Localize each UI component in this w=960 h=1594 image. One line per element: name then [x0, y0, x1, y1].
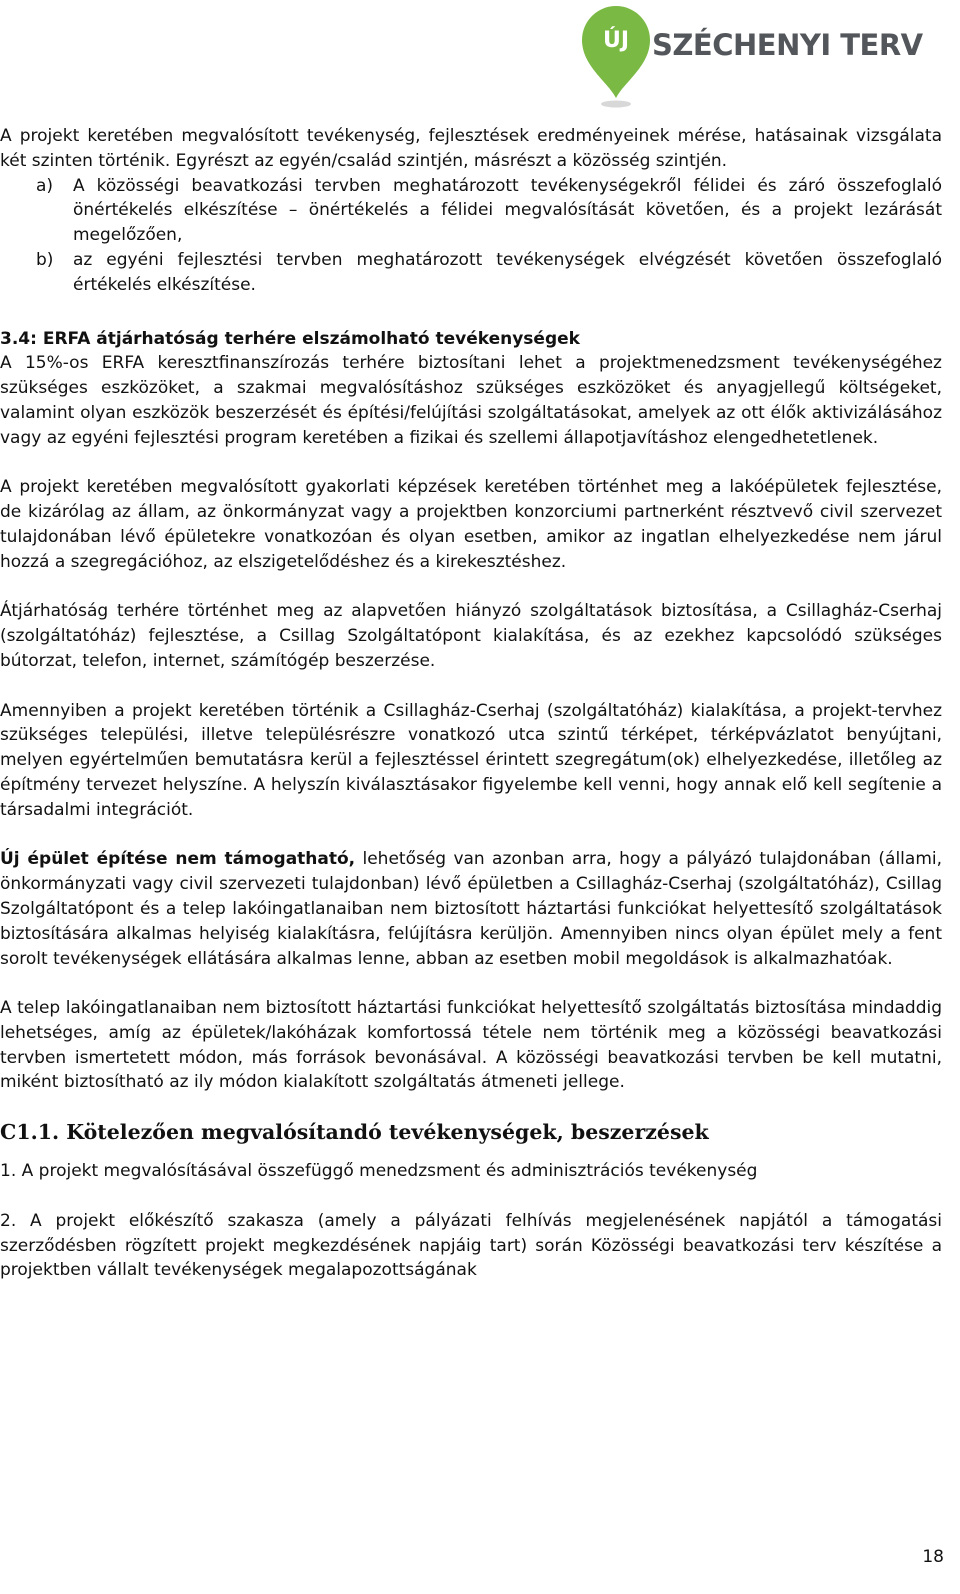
document-body: [0, 124, 942, 1283]
list-marker: a): [36, 175, 54, 196]
evaluation-list: [0, 174, 942, 298]
section-heading-c1-1: C1.1. Kötelezően megvalósítandó tevékenységek, beszerzések: [0, 1120, 709, 1145]
paragraph-service-house: Amennyiben a projekt keretében történik a Csillagház-Cserhaj (szolgáltatóház) kialakítása, a projekt-tervhez szükséges települési, illetve településrészre vonatkozó utca szintű térképet, térképvázlatot benyújtani, melyen egyértelműen bemutatásra kerül a fejlesztéssel érintett szegregátum(ok) elhelyezkedése, illetőleg az építmény tervezet helyszíne. A helyszín kiválasztásakor figyelembe kell venni, hogy annak elő kell segítenie a társadalmi integrációt.: [0, 700, 942, 820]
section-heading-3-4: 3.4: ERFA átjárhatóság terhére elszámolható tevékenységek: [0, 328, 580, 349]
numbered-item-2: 2. A projekt előkészítő szakasza (amely a pályázati felhívás megjelenésének napjától a támogatási szerződésben rögzített projekt megkezdésének napjáig tart) során Közösségi beavatkozási terv készítése a projektben vállalt tevékenységek megalapozottságának: [0, 1210, 942, 1281]
page-number: 18: [922, 1547, 944, 1567]
paragraph-services: Átjárhatóság terhére történhet meg az alapvetően hiányzó szolgáltatások biztosítása, a Csillagház-Cserhaj (szolgáltatóház) fejlesztése, a Csillag Szolgáltatópont kialakítása, és az ezekhez kapcsolódó szükséges bútorzat, telefon, internet, számítógép beszerzése.: [0, 601, 942, 671]
list-item: [36, 174, 942, 248]
paragraph-new-building: [0, 847, 942, 971]
paragraph-erfa: A 15%-os ERFA keresztfinanszírozás terhére biztosítani lehet a projektmenedzsment tevékenységéhez szükséges eszközöket, a szakmai megvalósításhoz szükséges eszközöket és anyagjellegű költségeket, valamint olyan eszközök beszerzését és építési/felújítási szolgáltatásokat, amelyek az ott élők aktivizálásához vagy az egyéni fejlesztési program keretében a fizikai és szellemi állapotjavításhoz elengedhetetlenek.: [0, 353, 942, 448]
list-item: [36, 248, 942, 298]
intro-paragraph: A projekt keretében megvalósított tevékenység, fejlesztések eredményeinek mérése, hatásainak vizsgálata két szinten történik. Egyrészt az egyén/család szintjén, másrészt a közösség szintjén.: [0, 126, 942, 171]
numbered-item-1: 1. A projekt megvalósításával összefüggő menedzsment és adminisztrációs tevékenység: [0, 1161, 758, 1182]
new-building-rest: lehetőség van azonban arra, hogy a pályázó tulajdonában (állami, önkormányzati vagy civil szervezeti tulajdonban) lévő épületben a Csillagház-Cserhaj (szolgáltatóház), Csillag Szolgáltatópont és a telep lakóingatlanaiban nem biztosított háztartási funkciókat helyettesítő szolgáltatások biztosítására alkalmas helyiség kialakításra, felújításra kerüljön. Amennyiben nincs olyan épület mely a fent sorolt tevékenységek ellátására alkalmas lenne, abban az esetben mobil megoldások is alkalmazhatóak.: [0, 849, 943, 969]
list-item-text: az egyéni fejlesztési tervben meghatározott tevékenységek elvégzését követően összefoglaló értékelés elkészítése.: [73, 249, 942, 295]
logo-title: SZÉCHENYI TERV: [652, 28, 923, 62]
paragraph-household-functions: A telep lakóingatlanaiban nem biztosított háztartási funkciókat helyettesítő szolgáltatás biztosítása mindaddig lehetséges, amíg az épületek/lakóházak komfortossá tétele nem történik meg a közösségi beavatkozási tervben ismertetett módon, más források bevonásával. A közösségi beavatkozási tervben be kell mutatni, miként biztosítható az ily módon kialakított szolgáltatás átmeneti jellege.: [0, 998, 942, 1093]
logo-uj-text: ÚJ: [602, 28, 630, 53]
szechenyi-terv-logo: [580, 6, 923, 110]
paragraph-trainings: A projekt keretében megvalósított gyakorlati képzések keretében történhet meg a lakóépületek fejlesztése, de kizárólag az állam, az önkormányzat vagy a projektben konzorciumi partnerként résztvevő civil szervezet tulajdonában lévő épületekre vonatkozóan és olyan esetben, amikor az ingatlan elhelyezkedése nem járul hozzá a szegregációhoz, az elszigetelődéshez és a kirekesztéshez.: [0, 477, 942, 572]
list-marker: b): [36, 249, 54, 270]
new-building-bold: Új épület építése nem támogatható,: [0, 849, 356, 870]
list-item-text: A közösségi beavatkozási tervben meghatározott tevékenységekről félidei és záró összefoglaló önértékelés elkészítése – önértékelés a félidei megvalósítását követően, és a projekt lezárását megelőzően,: [73, 175, 942, 246]
